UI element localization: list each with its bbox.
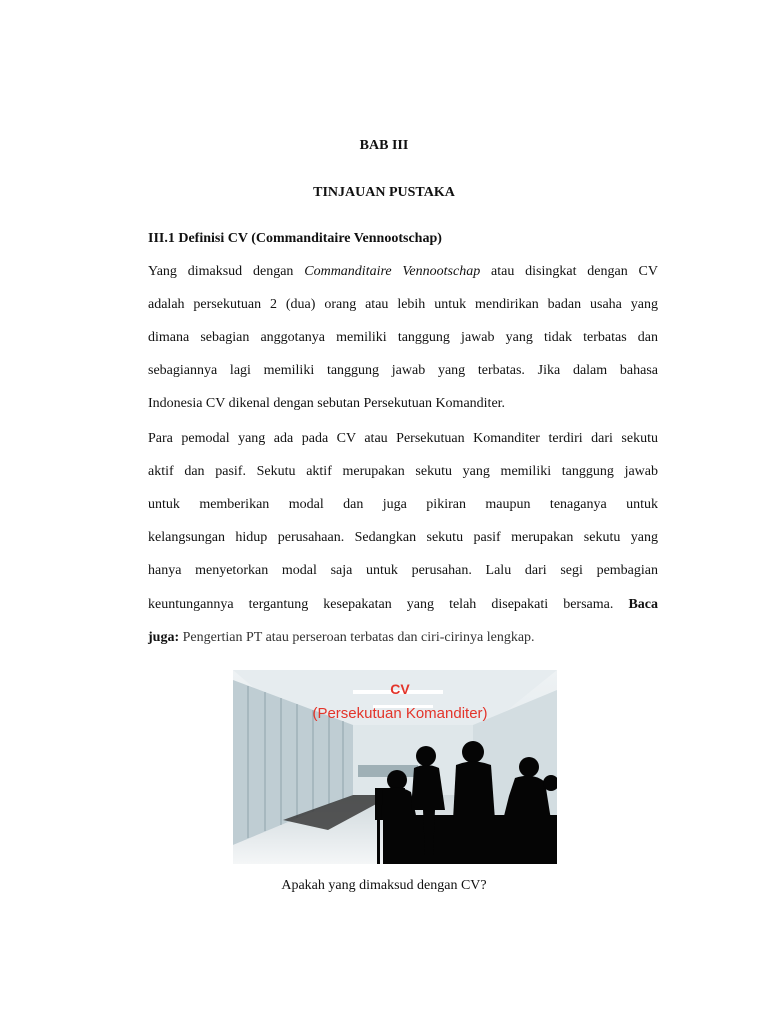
paragraph-line: dimana sebagian anggotanya memiliki tanggung jawab yang tidak terbatas dan <box>148 330 658 345</box>
figure-title-subtitle: (Persekutuan Komanditer) <box>312 705 488 722</box>
paragraph-line: Para pemodal yang ada pada CV atau Persekutuan Komanditer terdiri dari sekutu <box>148 431 658 446</box>
chapter-number: BAB III <box>359 138 409 153</box>
paragraph-line: keuntungannya tergantung kesepakatan yang telah disepakati bersama. Baca <box>148 597 658 612</box>
paragraph-line: juga: Pengertian PT atau perseroan terbatas dan ciri-cirinya lengkap. <box>148 630 535 645</box>
figure-title-cv: CV <box>390 681 410 697</box>
paragraph-line: Yang dimaksud dengan Commanditaire Vennootschap atau disingkat dengan CV <box>148 264 658 279</box>
chapter-title: TINJAUAN PUSTAKA <box>313 185 455 200</box>
document-page: BAB III TINJAUAN PUSTAKA III.1 Definisi CV (Commanditaire Vennootschap) Yang dimaksud dengan Commanditaire Vennootschap atau disingkat dengan CV adalah persekutuan 2 (dua) orang atau lebih untuk mendirikan badan usaha yang dimana sebagian anggotanya memiliki tanggung jawab yang tidak terbatas dan sebagiannya lagi memiliki tanggung jawab yang terbatas. Jika dalam bahasa Indonesia CV dikenal dengan sebutan Persekutuan Komanditer. Para pemodal yang ada pada CV atau Persekutuan Komanditer terdiri dari sekutu aktif dan pasif. Sekutu aktif merupakan sekutu yang memiliki tanggung jawab untuk memberikan modal dan juga pikiran maupun tenaganya untuk kelangsungan hidup perusahaan. Sedangkan sekutu pasif merupakan sekutu yang hanya menyetorkan modal saja untuk perusahan. Lalu dari segi pembagian keuntungannya tergantung kesepakatan yang telah disepakati bersama. Baca juga: Pengertian PT atau perseroan terbatas dan ciri-cirinya lengkap. CV (Persekutuan Komanditer) Apakah yang dimaksud dengan CV? <box>0 0 768 1024</box>
related-article-link[interactable]: Pengertian PT atau perseroan terbatas dan ciri-cirinya lengkap. <box>179 630 535 645</box>
cv-illustration <box>233 670 557 864</box>
paragraph-line: kelangsungan hidup perusahaan. Sedangkan sekutu pasif merupakan sekutu yang <box>148 530 658 545</box>
paragraph-line: aktif dan pasif. Sekutu aktif merupakan sekutu yang memiliki tanggung jawab <box>148 464 658 479</box>
paragraph-line: untuk memberikan modal dan juga pikiran maupun tenaganya untuk <box>148 497 658 512</box>
figure-caption: Apakah yang dimaksud dengan CV? <box>281 878 487 893</box>
paragraph-line: adalah persekutuan 2 (dua) orang atau lebih untuk mendirikan badan usaha yang <box>148 297 658 312</box>
paragraph-line: Indonesia CV dikenal dengan sebutan Persekutuan Komanditer. <box>148 396 506 411</box>
paragraph-line: sebagiannya lagi memiliki tanggung jawab yang terbatas. Jika dalam bahasa <box>148 363 658 378</box>
paragraph-line: hanya menyetorkan modal saja untuk perusahan. Lalu dari segi pembagian <box>148 563 658 578</box>
